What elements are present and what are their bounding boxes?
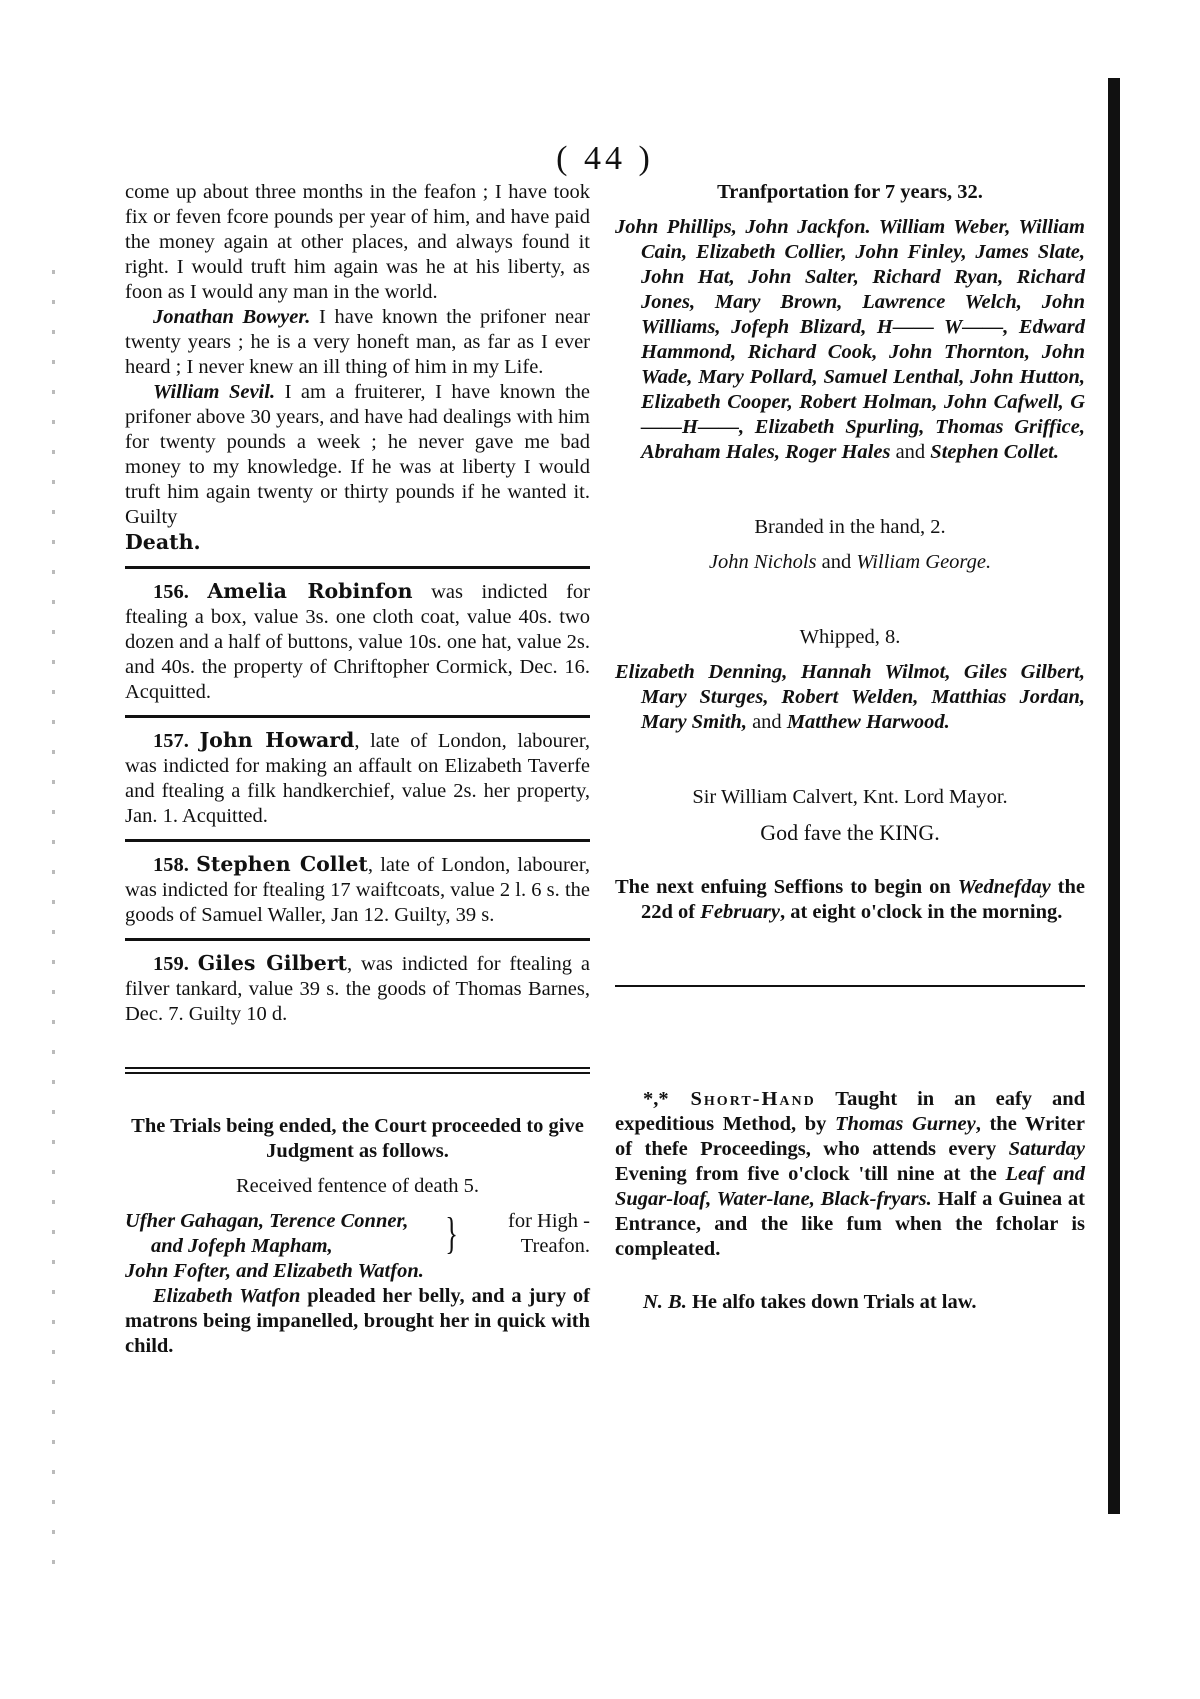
defendant-name: Elizabeth Watfon <box>153 1285 301 1307</box>
whipped-names <box>615 660 1085 735</box>
shorthand-advert <box>615 1087 1085 1262</box>
death-sentence-heading: Received fentence of death 5. <box>235 1175 480 1197</box>
case-text: , late of London, labourer, was indicted for ftealing 17 waiftcoats, value 2 l. 6 s. the goods of Samuel Waller, Jan 12. Guilty, 39 s. <box>125 854 591 926</box>
defendant-name: Amelia Robinfon <box>207 579 413 603</box>
advert-place: Leaf and Sugar-loaf, Water-lane, Black-fryars. <box>615 1162 1085 1210</box>
witness-sevil <box>125 380 590 530</box>
section-rule <box>125 839 590 842</box>
verdict <box>125 530 590 556</box>
continued-paragraph: come up about three months in the feafon ; I have took fix or feven fcore pounds per year of him, and have paid the money again at other places, and always found it right. I would truft him again was he at his liberty, as foon as I would any man in the world. <box>125 181 590 303</box>
advert-title: Short-Hand <box>668 1087 816 1110</box>
left-column <box>125 180 590 1359</box>
case-number: 156. <box>153 581 189 603</box>
witness-bowyer <box>125 305 590 380</box>
advert-text: Half a Guinea at Entrance, and the like fum when the fcholar is compleated. <box>615 1187 1085 1260</box>
case-entry <box>125 951 590 1027</box>
defendant-name: John Howard <box>199 728 355 752</box>
advert-person: Thomas Gurney <box>835 1112 976 1135</box>
branded-heading: Branded in the hand, 2. <box>754 516 946 538</box>
witness-name: William Sevil. <box>153 381 276 403</box>
names-list: John Phillips, John Jackfon. William Weber, William Cain, Elizabeth Collier, John Finley, James Slate, John Hat, John Salter, Richard Ryan, Richard Jones, Mary Brown, Lawrence Welch, John Williams, Jofeph Blizard, H—— W——, Edward Hammond, Richard Cook, John Thornton, John Wade, Mary Pollard, Samuel Lenthal, John Hutton, Elizabeth Cooper, Robert Holman, John Cafwell, G——H——, Elizabeth Spurling, Thomas Griffice, Abraham Hales, Roger Hales <box>615 216 1085 463</box>
section-rule <box>125 566 590 569</box>
advert-text: Evening from five o'clock 'till nine at the <box>615 1162 1006 1185</box>
next-sessions-notice <box>615 875 1085 925</box>
crime-label <box>470 1209 590 1259</box>
god-save-king: God fave the KING. <box>760 820 940 845</box>
brace-icon: } <box>445 1209 458 1258</box>
advert-text: Taught in an eafy and expeditious Method, by <box>615 1087 1085 1135</box>
witness-name: Jonathan Bowyer. <box>153 306 311 328</box>
nb-label: N. B. <box>643 1290 687 1313</box>
advert-text: , the Writer of thefe Proceedings, who attends every <box>615 1112 1085 1160</box>
asterism-icon: *,* <box>643 1087 669 1110</box>
section-rule <box>125 715 590 718</box>
whipped-heading: Whipped, 8. <box>799 626 901 648</box>
death-sentence-names-cont: John Fofter, and Elizabeth Watfon. <box>125 1260 424 1282</box>
names-line: and Jofeph Mapham, <box>151 1235 333 1257</box>
case-text: , was indicted for ftealing a filver tankard, value 39 s. the goods of Thomas Barnes, Dec. 7. Guilty 10 d. <box>125 953 591 1025</box>
conjunction: and <box>746 711 787 733</box>
notice-month: February <box>700 900 780 923</box>
page-number: ( 44 ) <box>556 140 654 177</box>
nb-note <box>615 1290 1085 1315</box>
case-text: , late of London, labourer, was indicted for making an affault on Elizabeth Taverfe and ftealing a filk handkerchief, value 2s. her property, Jan. 1. Acquitted. <box>125 730 590 827</box>
last-name: Stephen Collet. <box>930 441 1060 463</box>
branded-names <box>615 550 1085 575</box>
last-name: Matthew Harwood. <box>786 711 950 733</box>
case-number: 157. <box>153 730 189 752</box>
notice-day: Wednefday <box>957 875 1051 898</box>
case-number: 159. <box>153 953 189 975</box>
death-sentence-names <box>125 1209 433 1259</box>
trials-ended-text: The Trials being ended, the Court proceeded to give Judgment as follows. <box>131 1115 584 1162</box>
case-number: 158. <box>153 854 189 876</box>
defendant-name: Stephen Collet <box>196 852 368 876</box>
case-entry <box>125 852 590 928</box>
transportation-names <box>615 215 1085 465</box>
notice-text: , at eight o'clock in the morning. <box>779 900 1063 923</box>
transportation-heading: Tranfportation for 7 years, 32. <box>717 181 983 203</box>
verdict-text: Death. <box>125 530 201 554</box>
witness-testimony: I am a fruiterer, I have known the prifoner above 30 years, and have had dealings with him for twenty pounds a week ; he never gave me bad money to my knowledge. If he was at liberty I would truft him again twenty or thirty pounds if he wanted it. Guilty <box>125 381 590 528</box>
case-text: was indicted for ftealing a box, value 3s. one cloth coat, value 40s. two dozen and a half of buttons, value 10s. one hat, value 2s. and 40s. the property of Chriftopher Cormick, Dec. 16. Acquitted. <box>125 581 590 703</box>
names-line: Ufher Gahagan, Terence Conner, <box>125 1210 409 1232</box>
section-rule-double <box>125 1067 590 1074</box>
nb-text: He alfo takes down Trials at law. <box>686 1290 977 1313</box>
crime-line: for High - <box>508 1210 590 1232</box>
person-name: William George. <box>856 551 992 573</box>
person-name: John Nichols <box>708 551 817 573</box>
pleaded-belly-para <box>125 1284 590 1359</box>
names-list: Elizabeth Denning, Hannah Wilmot, Giles Gilbert, Mary Sturges, Robert Welden, Matthias Jordan, Mary Smith, <box>615 661 1085 733</box>
section-rule <box>125 938 590 941</box>
conjunction: and <box>816 551 857 573</box>
death-sentence-block <box>125 1209 590 1259</box>
section-rule <box>615 985 1085 987</box>
scan-edge-marks <box>52 270 55 1590</box>
witness-testimony: I have known the prifoner near twenty years ; he is a very honeft man, as far as I ever heard ; I never knew an ill thing of him in my Life. <box>125 306 590 378</box>
conjunction: and <box>890 441 931 463</box>
crime-line: Treafon. <box>520 1235 590 1257</box>
defendant-name: Giles Gilbert <box>197 951 348 975</box>
notice-text: the 22d of <box>641 875 1085 923</box>
page-edge-bar <box>1108 78 1120 1514</box>
advert-day: Saturday <box>1008 1137 1085 1160</box>
para-text: pleaded her belly, and a jury of matrons being impanelled, brought her in quick with child. <box>125 1285 590 1357</box>
right-column <box>615 180 1085 1315</box>
case-entry <box>125 728 590 829</box>
case-entry <box>125 579 590 705</box>
lord-mayor-line: Sir William Calvert, Knt. Lord Mayor. <box>692 786 1008 808</box>
notice-text: The next enfuing Seffions to begin on <box>615 875 958 898</box>
